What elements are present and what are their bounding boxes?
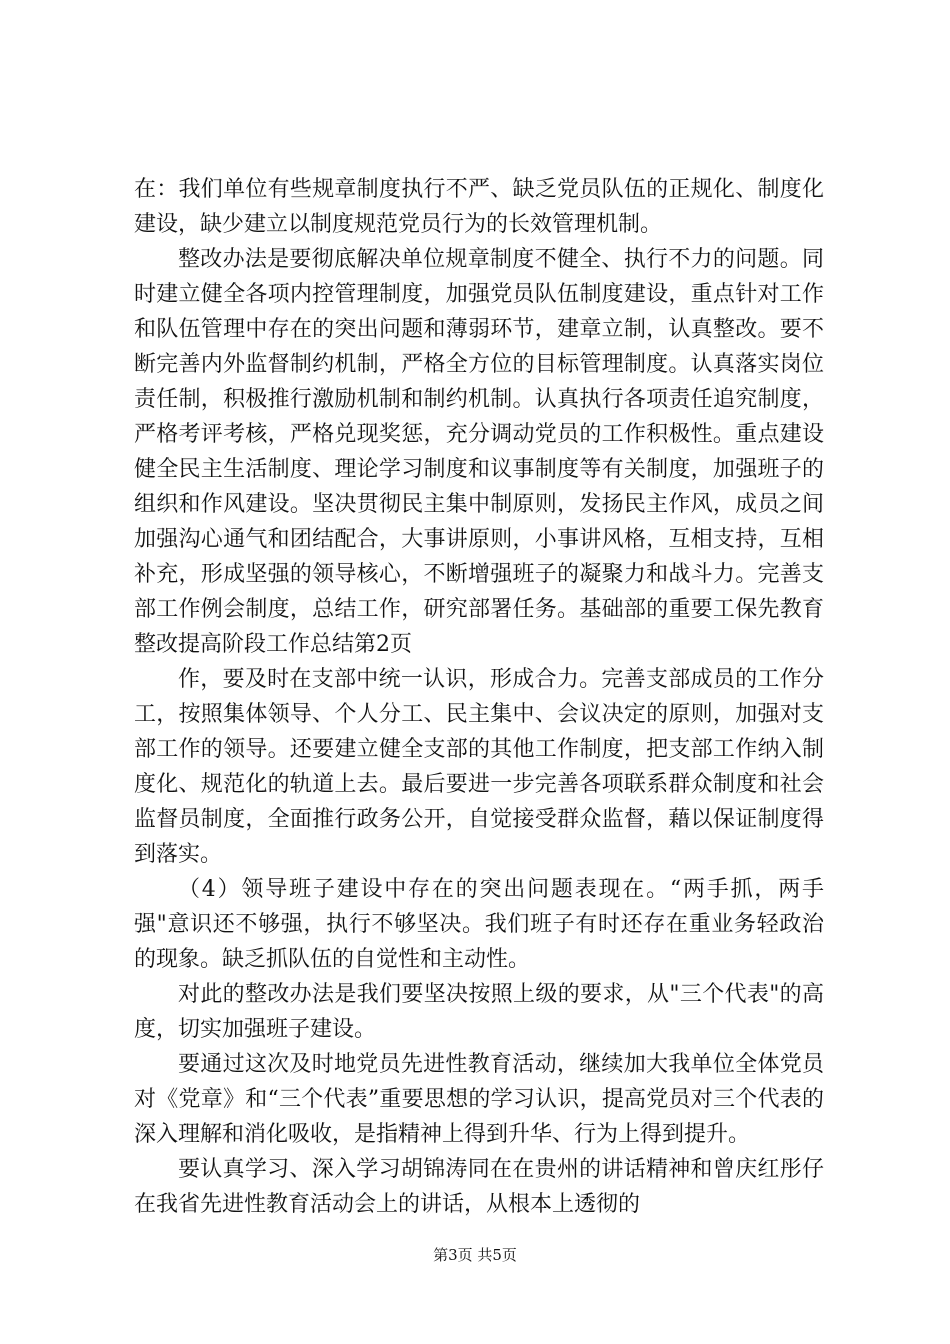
paragraph-2: 整改办法是要彻底解决单位规章制度不健全、执行不力的问题。同时建立健全各项内控管理制度，加强党员队伍制度建设，重点针对工作和队伍管理中存在的突出问题和薄弱环节，建章立制，认真整改。要不断完善内外监督制约机制，严格全方位的目标管理制度。认真落实岗位责任制，积极推行激励机制和制约机制。认真执行各项责任追究制度，严格考评考核，严格兑现奖惩，充分调动党员的工作积极性。重点建设健全民主生活制度、理论学习制度和议事制度等有关制度，加强班子的组织和作风建设。坚决贯彻民主集中制原则，发扬民主作风，成员之间加强沟心通气和团结配合，大事讲原则，小事讲风格，互相支持，互相补充，形成坚强的领导核心，不断增强班子的凝聚力和战斗力。完善支部工作例会制度，总结工作，研究部署任务。基础部的重要工保先教育整改提高阶段工作总结第2页: [134, 247, 824, 657]
document-body: [134, 172, 824, 1222]
paragraph-6: 要通过这次及时地党员先进性教育活动，继续加大我单位全体党员对《党章》和“三个代表”重要思想的学习认识，提高党员对三个代表的深入理解和消化吸收，是指精神上得到升华、行为上得到提升。: [134, 1052, 824, 1147]
paragraph-7: 要认真学习、深入学习胡锦涛同在在贵州的讲话精神和曾庆红彤仔在我省先进性教育活动会上的讲话，从根本上透彻的: [134, 1157, 824, 1217]
paragraph-1: 在：我们单位有些规章制度执行不严、缺乏党员队伍的正规化、制度化建设，缺少建立以制度规范党员行为的长效管理机制。: [134, 177, 824, 237]
paragraph-4: （4）领导班子建设中存在的突出问题表现在。“两手抓，两手强"意识还不够强，执行不够坚决。我们班子有时还存在重业务轻政治的现象。缺乏抓队伍的自觉性和主动性。: [134, 877, 824, 972]
paragraph-3: 作，要及时在支部中统一认识，形成合力。完善支部成员的工作分工，按照集体领导、个人分工、民主集中、会议决定的原则，加强对支部工作的领导。还要建立健全支部的其他工作制度，把支部工作纳入制度化、规范化的轨道上去。最后要进一步完善各项联系群众制度和社会监督员制度，全面推行政务公开，自觉接受群众监督，藉以保证制度得到落实。: [134, 667, 824, 867]
paragraph-5: 对此的整改办法是我们要坚决按照上级的要求，从"三个代表"的高度，切实加强班子建设。: [134, 982, 824, 1042]
page-footer: 第3页 共5页: [433, 1246, 517, 1264]
